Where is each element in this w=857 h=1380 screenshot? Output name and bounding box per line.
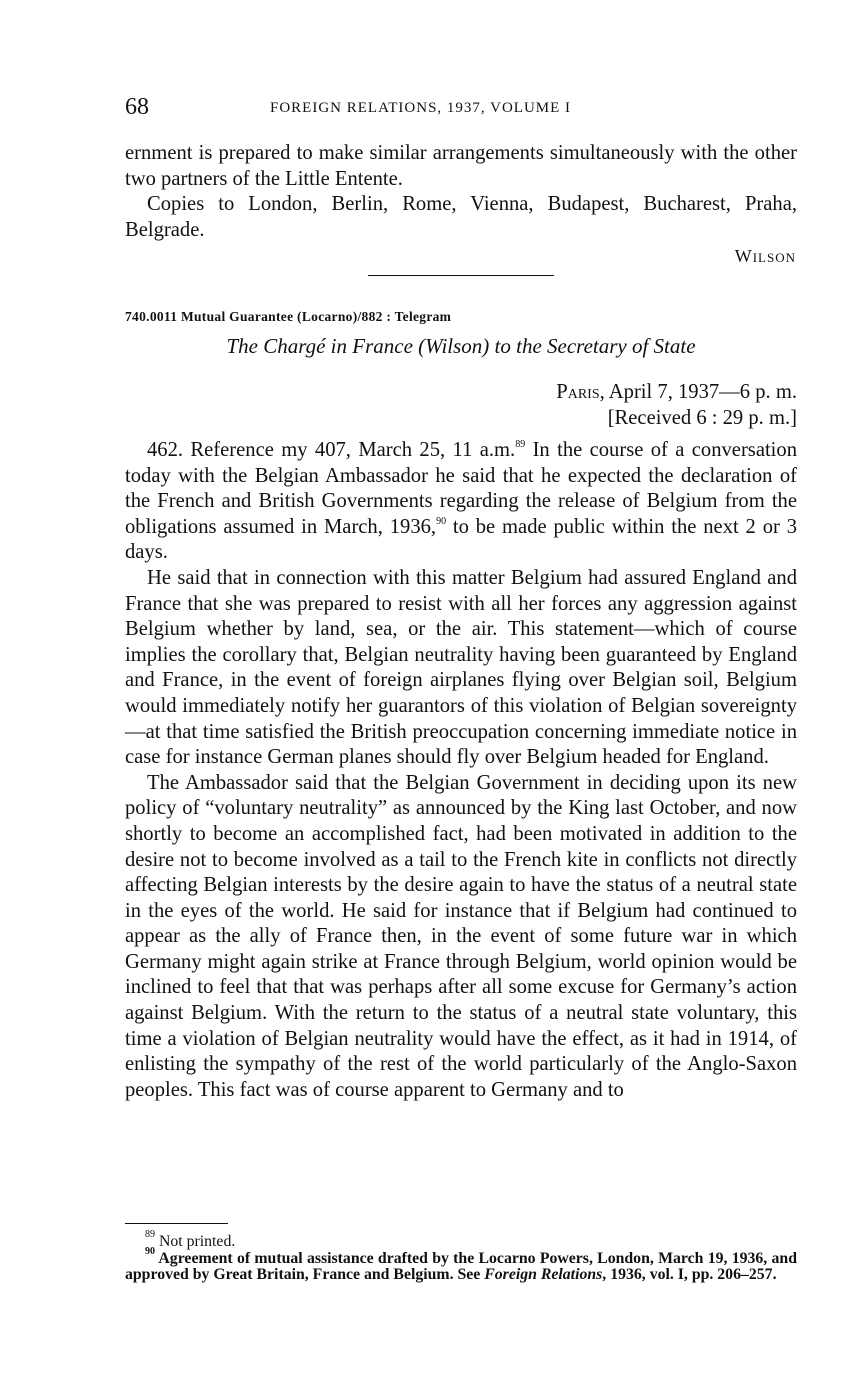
page-header [125, 94, 797, 122]
section-divider [368, 275, 554, 276]
paragraph: 462. Reference my 407, March 25, 11 a.m.$^{89}$ In the course of a conversation today with the Belgian Ambassador he said that he expected the declaration of the French and British Governments regarding the release of Belgium from the obligations assumed in March, 1936,90 to be made public within the next 2 or 3 days. [125, 439, 797, 564]
footnote-divider [125, 1223, 228, 1224]
dateline-date: , April 7, 1937—6 p. m. [599, 381, 797, 403]
received-line: [Received 6 : 29 p. m.] [607, 407, 797, 429]
footnotes [125, 1229, 797, 1284]
running-head: FOREIGN RELATIONS, 1937, VOLUME I [270, 100, 572, 116]
signature: Wilson [734, 246, 796, 266]
paragraph: The Ambassador said that the Belgian Government in deciding upon its new policy of “voluntary neutrality” as announced by the King last October, and now shortly to become an accomplished fact, had been motivated in addition to the desire not to become involved as a tail to the French kite in conflicts not directly affecting Belgian interests by the desire again to have the status of a neutral state in the eyes of the world. He said for instance that if Belgium had continued to appear as the ally of France then, in the event of some future war in which Germany might again strike at France through Belgium, world opinion would be inclined to feel that that was perhaps after all some excuse for Germany’s action against Belgium. With the return to the status of a neutral state voluntary, this time a violation of Belgian neutrality would have the effect, as it had in 1914, of enlisting the sympathy of the rest of the world particularly of the Anglo-Saxon peoples. This fact was of course apparent to Germany and to [125, 771, 797, 1101]
paragraph: Copies to London, Berlin, Rome, Vienna, Budapest, Bucharest, Praha, Belgrade. [125, 193, 797, 241]
file-code: 740.0011 Mutual Guarantee (Locarno)/882 : Telegram [125, 309, 452, 324]
dateline [556, 381, 797, 404]
footnote-ref: 89 [515, 439, 526, 450]
document-title: The Chargé in France (Wilson) to the Secretary of State [226, 334, 696, 358]
paragraph: ernment is prepared to make similar arrangements simultaneously with the other two partners of the Little Entente. [125, 142, 797, 190]
footnote: $^{90}$ Agreement of mutual assistance drafted by the Locarno Powers, London, March 19, 1936, and approved by Great Britain, France and Belgium. See Foreign Relations, 1936, vol. I, pp. 206–257. [125, 1245, 797, 1283]
footnote: $^{89}$ Not printed. [145, 1229, 236, 1250]
page-number: 68 [125, 94, 149, 120]
document-body [125, 438, 797, 1103]
dateline-place: Paris [556, 381, 600, 403]
previous-document-text [125, 141, 797, 243]
footnote-ref: 90 [436, 515, 447, 527]
paragraph: He said that in connection with this matter Belgium had assured England and France that she was prepared to resist with all her forces any aggression against Belgium whether by land, sea, or the air. This statement—which of course implies the corollary that, Belgian neutrality having been guaranteed by England and France, in the event of foreign airplanes flying over Belgian soil, Belgium would immediately notify her guarantors of this violation of Belgian sovereignty—at that time satisfied the British preoccupation concerning immediate notice in case for instance German planes should fly over Belgium headed for England. [125, 566, 797, 769]
